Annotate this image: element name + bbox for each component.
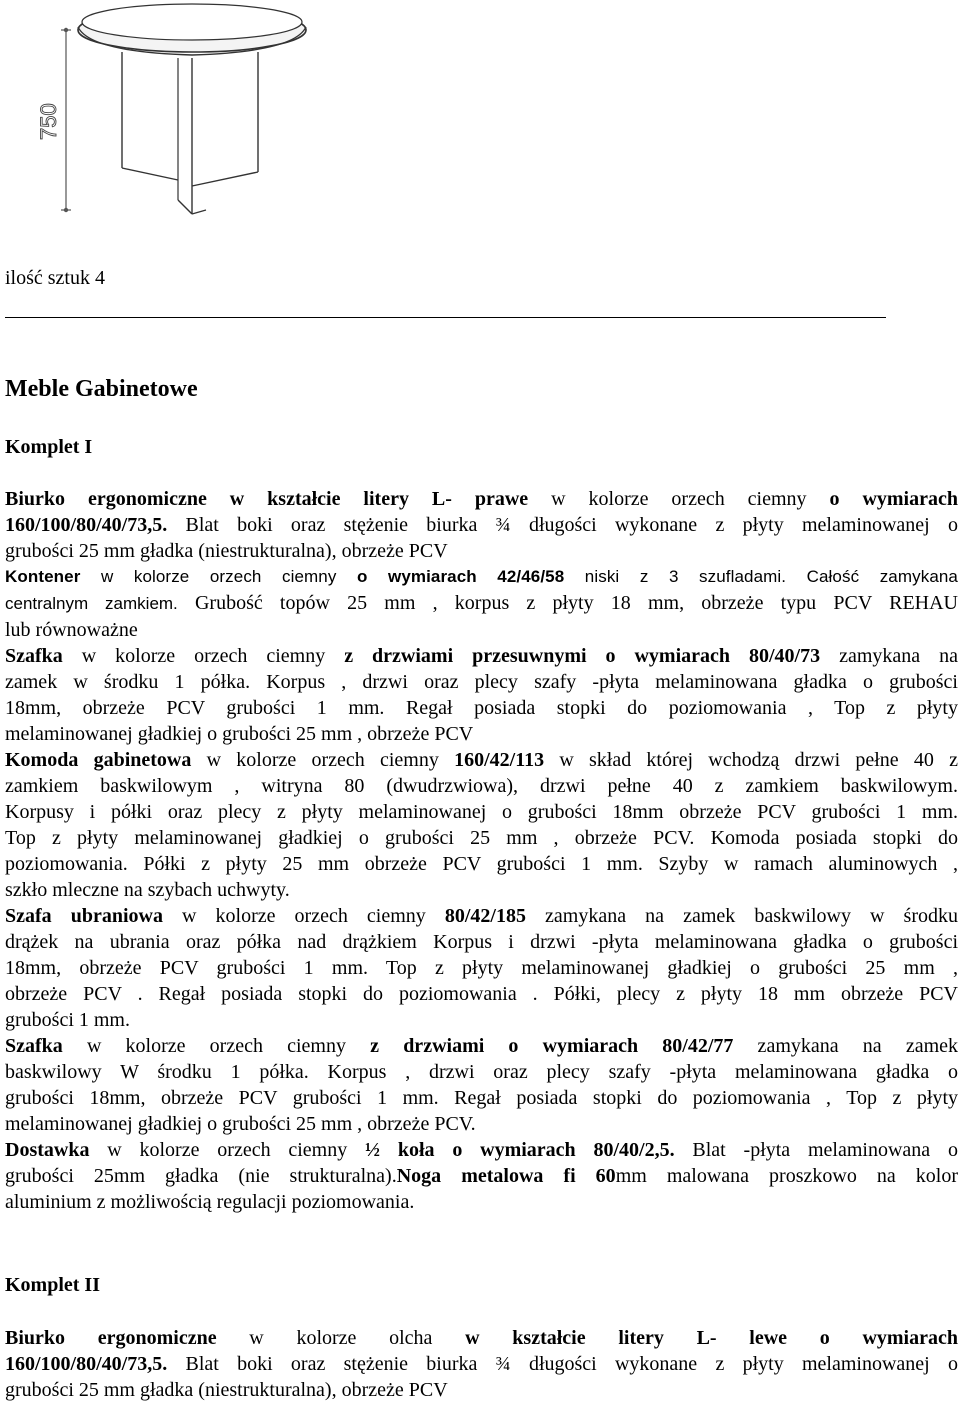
biurko-name: Biurko ergonomiczne w kształcie litery L- prawe (5, 488, 529, 510)
biurko2-name: Biurko ergonomiczne (5, 1327, 217, 1349)
komplet-2-description: Biurko ergonomiczne w kolorze olcha w kształcie litery L- lewe o wymiarach 160/100/80/40/73,5. Blat boki oraz stężenie biurka ¾ długości wykonane z płyty melaminowanej o grubości 25 mm gładka (niestrukturalna), obrzeże PCV (5, 1327, 958, 1401)
divider (5, 317, 886, 318)
komoda-name: Komoda gabinetowa (5, 749, 192, 771)
dimension-label: 750 (36, 103, 61, 140)
dostawka-name: Dostawka (5, 1139, 90, 1161)
biurko-dims: 160/100/80/40/73,5. (5, 514, 168, 536)
komplet-1-title: Komplet I (5, 436, 93, 458)
szafka1-name: Szafka (5, 645, 63, 667)
section-title: Meble Gabinetowe (5, 376, 198, 402)
komplet-1-description: Biurko ergonomiczne w kształcie litery L- prawe w kolorze orzech ciemny o wymiarach 160/100/80/40/73,5. Blat boki oraz stężenie biurka ¾ długości wykonane z płyty melaminowanej o grubości 25 mm gładka (niestrukturalna), obrzeże PCV Kontener w kolorze orzech ciemny o wymiarach 42/46/58 niski z 3 szufladami. Całość zamykana centralnym zamkiem. Grubość topów 25 mm , korpus z płyty 18 mm, obrzeże typu PCV REHAU lub równoważne Szafka w kolorze orzech ciemny z drzwiami przesuwnymi o wymiarach 80/40/73 zamykana na zamek w środku 1 półka. Korpus , drzwi oraz plecy szafy -płyta melaminowana gładka o grubości 18mm, obrzeże PCV grubości 1 mm. Regał posiada stopki do poziomowania , Top z płyty melaminowanej gładkiej o grubości 25 mm , obrzeże PCV Komoda gabinetowa w kolorze orzech ciemny 160/42/113 w skład której wchodzą drzwi pełne 40 z zamkiem baskwilowym , witryna 80 (dwudrzwiowa), drzwi pełne 40 z zamkiem baskwilowym. Korpusy i półki oraz plecy z płyty melaminowanej o grubości 18mm obrzeże PCV grubości 1 mm. Top z płyty melaminowanej gładkiej o grubości 25 mm , obrzeże PCV. Komoda posiada stopki do poziomowania. Półki z płyty 25 mm obrzeże PCV grubości 1 mm. Szyby w ramach aluminowych , szkło mleczne na szybach uchwyty. Szafa ubraniowa w kolorze orzech ciemny 80/42/185 zamykana na zamek baskwilowy w środku drążek na ubrania oraz półka nad drążkiem Korpus i drzwi -płyta melaminowana gładka o grubości 18mm, obrzeże PCV grubości 1 mm. Top z płyty melaminowanej gładkiej o grubości 25 mm , obrzeże PCV . Regał posiada stopki do poziomowania . Półki, plecy z płyty 18 mm obrzeże PCV grubości 1 mm. Szafka w kolorze orzech ciemny z drzwiami o wymiarach 80/42/77 zamykana na zamek baskwilowy W środku 1 półka. Korpus , drzwi oraz plecy szafy -płyta melaminowana gładka o grubości 18mm, obrzeże PCV grubości 1 mm. Regał posiada stopki do poziomowania , Top z płyty melaminowanej gładkiej o grubości 25 mm , obrzeże PCV. Dostawka w kolorze orzech ciemny ½ koła o wymiarach 80/40/2,5. Blat -płyta melaminowana o grubości 25mm gładka (nie strukturalna).Noga metalowa fi 60mm malowana proszkowo na kolor aluminium z możliwością regulacji poziomowania. (5, 488, 959, 1213)
kontener-name: Kontener (5, 567, 81, 586)
szafka2-name: Szafka (5, 1035, 63, 1057)
szafa-name: Szafa ubraniowa (5, 905, 163, 927)
komplet-2-title: Komplet II (5, 1274, 100, 1296)
quantity-text: ilość sztuk 4 (5, 267, 105, 289)
round-table-drawing-icon (30, 0, 320, 222)
